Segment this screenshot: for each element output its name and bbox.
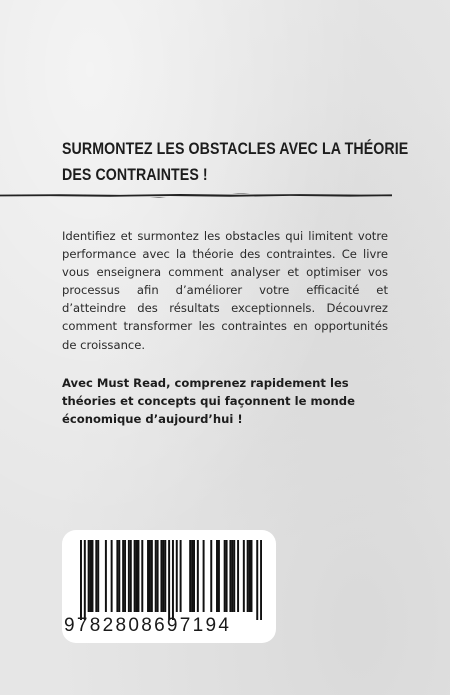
barcode-bar: [136, 540, 138, 612]
barcode-bar: [147, 540, 149, 612]
barcode-bar: [105, 540, 107, 612]
barcode-bar: [164, 540, 166, 612]
barcode-bar: [226, 540, 228, 612]
barcode-bar: [237, 540, 239, 612]
barcode-bar: [88, 540, 90, 612]
barcode-bar: [160, 540, 162, 612]
barcode-bar: [157, 540, 159, 612]
barcode-bar: [260, 540, 262, 620]
headline: [62, 136, 409, 188]
headline-line-2: DES CONTRAINTES !: [62, 166, 208, 184]
barcode-bar: [130, 540, 132, 612]
barcode-bar: [137, 540, 139, 612]
barcode-bar: [189, 540, 191, 612]
barcode-bar: [162, 540, 164, 612]
barcode-bar: [172, 540, 174, 620]
series-tagline: Avec Must Read, comprenez rapidement les théories et concepts qui façonnent le monde économique d’aujourd’hui !: [62, 376, 355, 427]
barcode-panel: [62, 530, 276, 643]
barcode-bar: [168, 540, 170, 620]
barcode-bar: [80, 540, 82, 620]
barcode-bar: [176, 540, 178, 612]
brush-divider: [0, 190, 392, 200]
barcode-bar: [191, 540, 193, 612]
barcode-bar: [251, 540, 253, 612]
barcode-bar: [116, 540, 118, 612]
barcode-bar: [124, 540, 126, 612]
barcode-bar: [218, 540, 220, 612]
barcode-bar: [256, 540, 258, 620]
barcode-bar: [197, 540, 199, 612]
barcode-bar: [134, 540, 136, 612]
barcode-bar: [149, 540, 151, 612]
barcode-bar: [118, 540, 120, 612]
book-summary: Identifiez et surmontez les obstacles qui limitent votre performance avec la théorie des contraintes. Ce livre vous enseignera comment analyser et optimiser vos processus afin d’améliorer votre efficacité et d’atteindre des résultats exceptionnels. Découvrez comment transformer les contraintes en opportunités de croissance.: [62, 229, 388, 352]
barcode-bar: [155, 540, 157, 612]
barcode-bar: [91, 540, 93, 612]
barcode-bar: [233, 540, 235, 612]
barcode-bar: [216, 540, 218, 612]
barcode-bar: [111, 540, 113, 612]
barcode-bar: [229, 540, 231, 612]
barcode-bar: [243, 540, 245, 612]
barcode-bar: [90, 540, 92, 612]
barcode-bar: [210, 540, 212, 612]
barcode-bar: [203, 540, 205, 612]
barcode-bar: [84, 540, 86, 620]
barcode-bar: [231, 540, 233, 612]
barcode-bar: [193, 540, 195, 612]
headline-line-1: SURMONTEZ LES OBSTACLES AVEC LA THÉORIE: [62, 140, 409, 158]
barcode-bar: [180, 540, 182, 612]
barcode-bar: [141, 540, 143, 612]
barcode-bar: [128, 540, 130, 612]
barcode-bar: [97, 540, 99, 612]
barcode-bar: [95, 540, 97, 612]
barcode-bar: [122, 540, 124, 612]
barcode-bar: [224, 540, 226, 612]
isbn-number: 9782808697194: [64, 615, 232, 636]
barcode-bar: [151, 540, 153, 612]
barcode-bar: [247, 540, 249, 612]
barcode-bar: [249, 540, 251, 612]
